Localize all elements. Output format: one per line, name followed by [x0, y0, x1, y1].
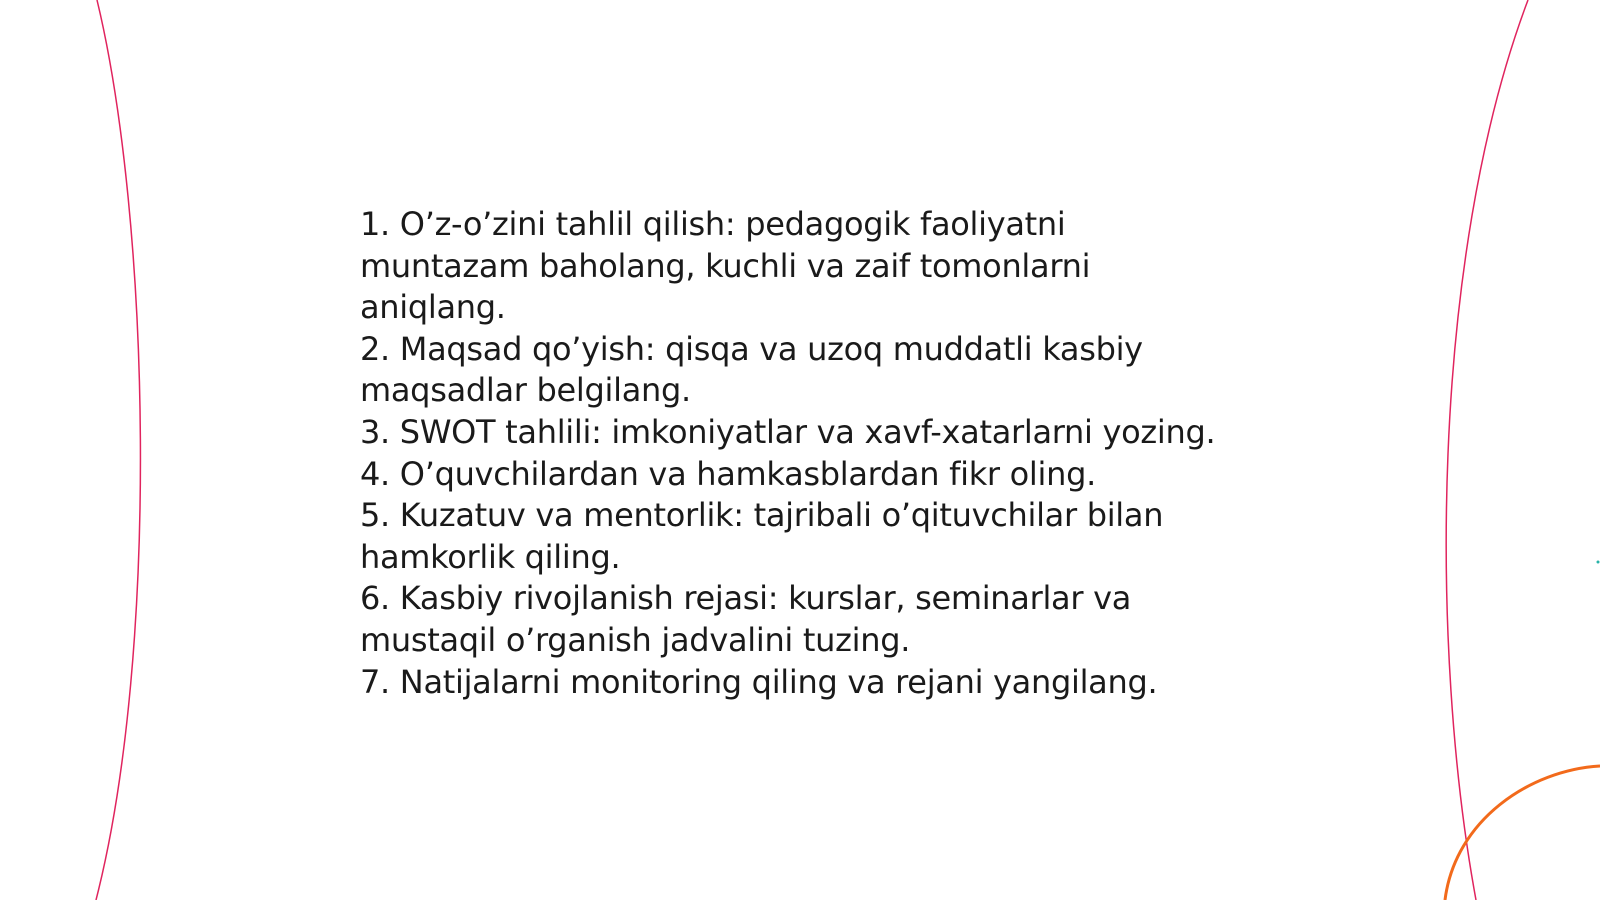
text-line: 5. Kuzatuv va mentorlik: tajribali o’qituvchilar bilan [360, 496, 1164, 535]
left-curve-line [96, 0, 140, 900]
text-line: aniqlang. [360, 288, 506, 327]
text-line: 4. O’quvchilardan va hamkasblardan fikr oling. [360, 454, 1096, 493]
text-line: muntazam baholang, kuchli va zaif tomonlarni [360, 246, 1091, 285]
text-line: 1. O’z-o’zini tahlil qilish: pedagogik faoliyatni [360, 205, 1066, 243]
text-line: 7. Natijalarni monitoring qiling va rejani yangilang. [360, 662, 1158, 701]
text-line: 3. SWOT tahlili: imkoniyatlar va xavf-xatarlarni yozing. [360, 412, 1216, 451]
text-line: 6. Kasbiy rivojlanish rejasi: kurslar, seminarlar va [360, 579, 1132, 618]
text-line: hamkorlik qiling. [360, 537, 621, 576]
text-line: maqsadlar belgilang. [360, 371, 691, 410]
accent-dot [1597, 561, 1600, 564]
corner-orange-arc [1445, 766, 1600, 900]
slide-body-text [360, 204, 1260, 703]
text-line: mustaqil o’rganish jadvalini tuzing. [360, 620, 911, 659]
text-line: 2. Maqsad qo’yish: qisqa va uzoq muddatli kasbiy [360, 329, 1143, 368]
right-curve-line [1446, 0, 1528, 900]
